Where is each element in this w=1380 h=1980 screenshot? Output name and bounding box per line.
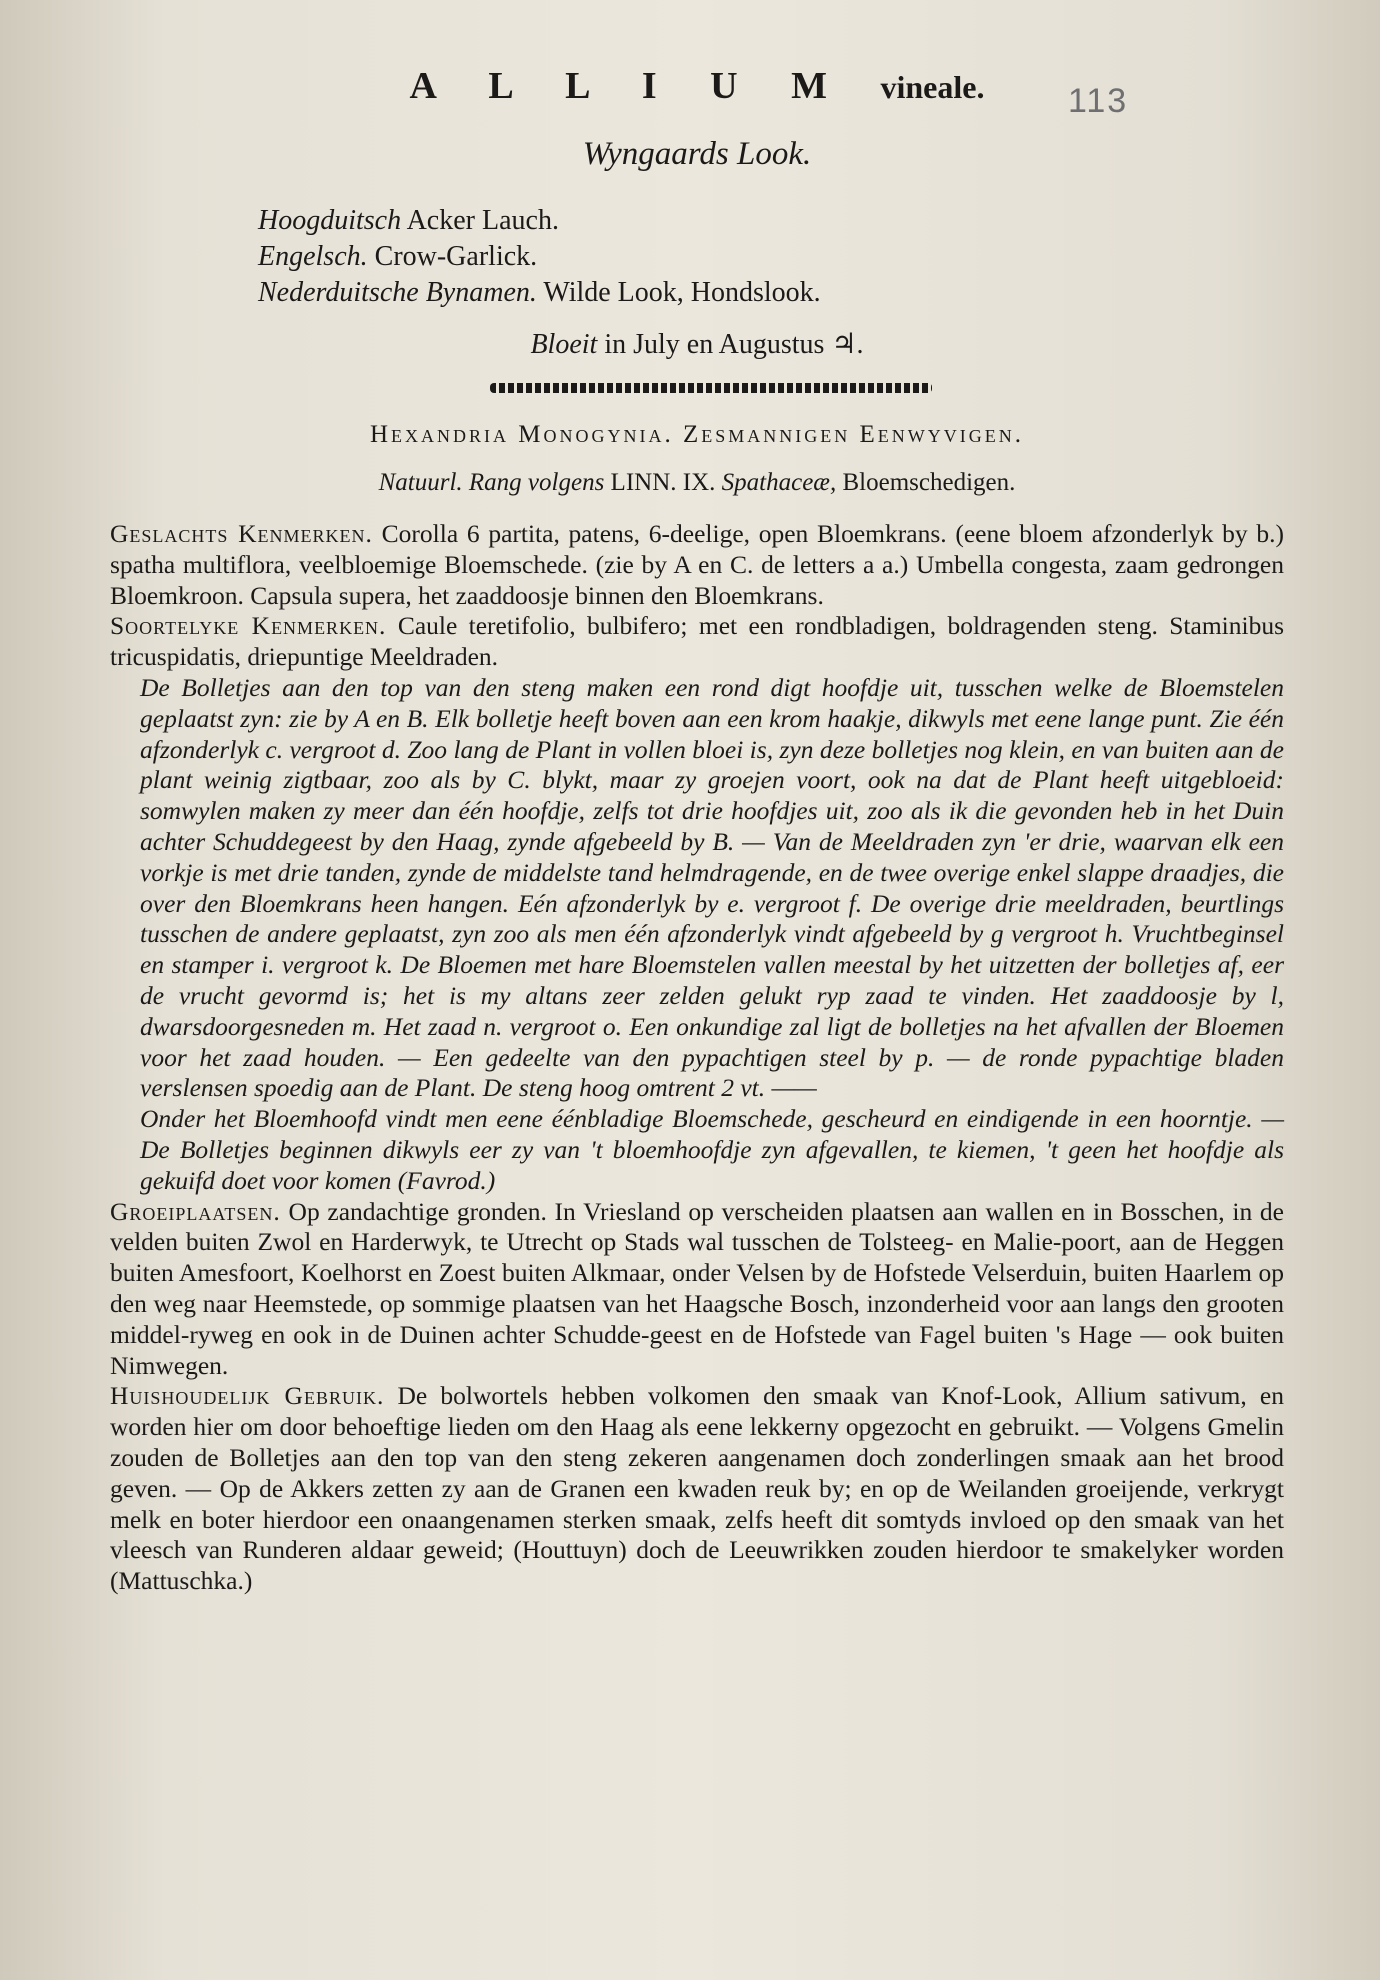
vernacular-names (258, 203, 1284, 311)
name-line-english: Engelsch. Crow-Garlick. (258, 241, 538, 272)
genus-name: A L L I U M (409, 65, 849, 107)
natural-rank-line: Natuurl. Rang volgens LINN. IX. Spathaceæ, Bloemschedigen. (378, 469, 1016, 496)
flowering-period: Bloeit in July en Augustus ♃. (530, 329, 864, 360)
handwritten-page-number: 113 (1068, 82, 1129, 120)
classification-line: Hexandria Monogynia. Zesmannigen Eenwyvigen. (369, 421, 1025, 448)
section-habitats: Groeiplaatsen. Op zandachtige gronden. In Vriesland op verscheiden plaatsen aan wallen en in Bosschen, in de velden buiten Zwol en Harderwyk, te Utrecht op Stads wal tusschen de Tolsteeg- en Malie-poort, aan de Heggen buiten Amesfoort, Koelhorst en Zoest buiten Alkmaar, onder Velsen by de Hofstede Velserduin, buiten Haarlem op den weg naar Heemstede, op sommige plaatsen van het Haagsche Bosch, inzonderheid voor aan langs den grooten middel-ryweg en ook in de Duinen achter Schudde-geest en de Hofstede van Fagel buiten 's Hage — ook buiten Nimwegen. (110, 1196, 1284, 1380)
section-description-continued: Onder het Bloemhoofd vindt men eene éénbladige Bloemschede, gescheurd en eindigende in een hoorntje. — De Bolletjes beginnen dikwyls eer zy van 't bloemhoofdje zyn afgevallen, te kiemen, 't geen het hoofdje als gekuifd doet voor komen (Favrod.) (140, 1104, 1284, 1195)
section-description: De Bolletjes aan den top van den steng maken een rond digt hoofdje uit, tusschen welke de Bloemstelen geplaatst zyn: zie by A en B. Elk bolletje heeft boven aan een krom haakje, dikwyls met eene lange punt. Zie één afzonderlyk c. vergroot d. Zoo lang de Plant in vollen bloei is, zyn deze bolletjes nog klein, en van buiten aan de plant weinig zigtbaar, zoo als by C. blykt, maar zy groejen voort, ook na dat de Plant heeft uitgebloeid: somwylen maken zy meer dan één hoofdje, zelfs tot drie hoofdjes uit, zoo als ik die gevonden heb in het Duin achter Schuddegeest by den Haag, zynde afgebeeld by B. — Van de Meeldraden zyn 'er drie, waarvan elk een vorkje is met drie tanden, zynde de middelste tand helmdragende, en de twee overige enkel slappe draadjes, die over den Bloemkrans heen hangen. Eén afzonderlyk by e. vergroot f. De overige drie meeldraden, beurtlings tusschen de andere geplaatst, zyn zoo als men één afzonderlyk vindt afgebeeld by g vergroot h. Vruchtbeginsel en stamper i. vergroot k. De Bloemen met hare Bloemstelen vallen meestal by het uitzetten der bolletjes af, eer de vrucht gevormd is; het is my altans zeer zelden gelukt ryp zaad te vinden. Het zaaddoosje by l, dwarsdoorgesneden m. Het zaad n. vergroot o. Een onkundige zal ligt de bolletjes na het afvallen der Bloemen voor het zaad houden. — Een gedeelte van den pypachtigen steel by p. — de ronde pypachtige bladen verslensen spoedig aan de Plant. De steng hoog omtrent 2 vt. —— (140, 672, 1284, 1103)
species-name: vineale. (880, 69, 985, 105)
name-line-dutch: Nederduitsche Bynamen. Wilde Look, Hondslook. (258, 277, 821, 308)
section-species-characters: Soortelyke Kenmerken. Caule teretifolio, bulbifero; met een rondbladigen, boldragenden steng. Staminibus tricuspidatis, driepuntige Meeldraden. (110, 611, 1284, 672)
ornamental-rule (490, 383, 932, 393)
body-text (110, 519, 1284, 1597)
name-line-german: Hoogduitsch Acker Lauch. (258, 205, 559, 236)
dutch-name: Wyngaards Look. (582, 136, 812, 172)
section-household-use: Huishoudelijk Gebruik. De bolwortels hebben volkomen den smaak van Knof-Look, Allium sativum, en worden hier om door behoeftige lieden om den Haag als eene lekkerny opgezocht en gebruikt. — Volgens Gmelin zouden de Bolletjes aan den top van den steng zekeren aangenamen doch zonderlingen smaak aan het brood geven. — Op de Akkers zetten zy aan de Granen een kwaden reuk by; en op de Weilanden groeijende, verkrygt melk en boter hierdoor een onaangenamen sterken smaak, zelfs heeft dit somtyds invloed op den smaak van het vleesch van Runderen aldaar geweid; (Houttuyn) doch de Leeuwrikken zouden hierdoor te smakelyker worden (Mattuschka.) (110, 1381, 1284, 1596)
section-genus-characters: Geslachts Kenmerken. Corolla 6 partita, patens, 6-deelige, open Bloemkrans. (eene bloem afzonderlyk by b.) spatha multiflora, veelbloemige Bloemschede. (zie by A en C. de letters a a.) Umbella congesta, zaam gedrongen Bloemkroon. Capsula supera, het zaaddoosje binnen den Bloemkrans. (110, 519, 1285, 610)
